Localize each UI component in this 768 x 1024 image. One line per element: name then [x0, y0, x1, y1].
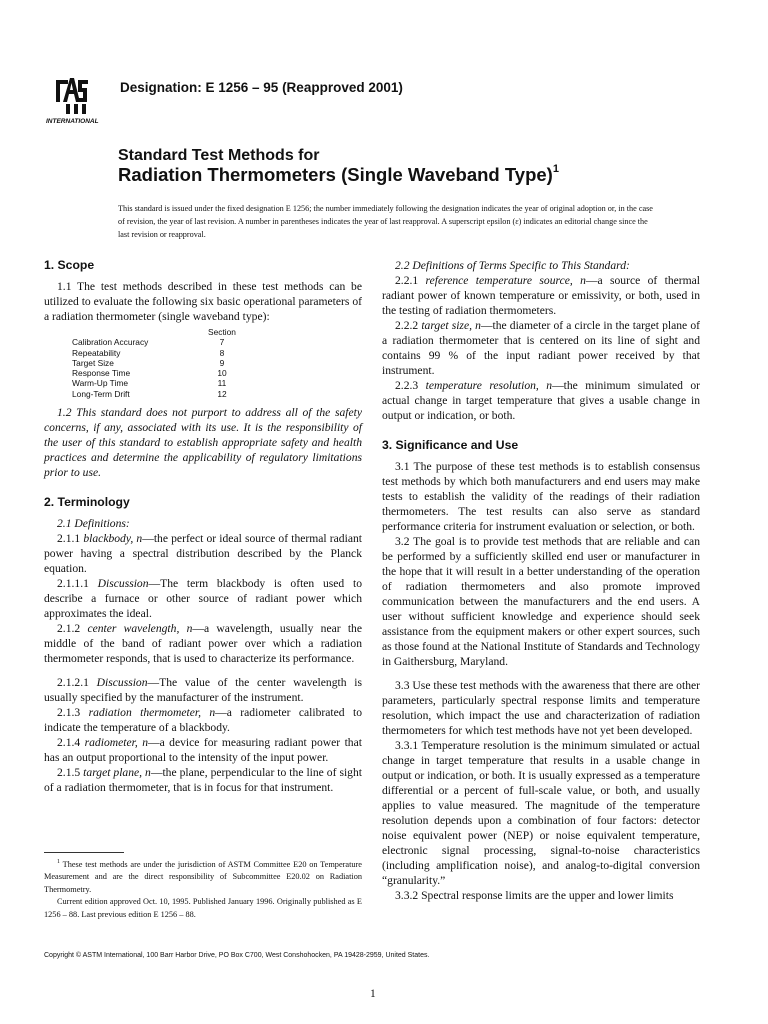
title-line-1: Standard Test Methods for: [118, 147, 320, 164]
para-3-3: 3.3 Use these test methods with the awareness that there are other parameters, particularly spectral response limits and temperature resolution, which impact the use and characterization of radiation thermometers for which test methods have not yet been developed.: [382, 679, 700, 737]
para-2-1-3: 2.1.3 radiation thermometer, n—a radiometer calibrated to indicate the temperature of a blackbody.: [44, 706, 363, 735]
scope-heading: 1. Scope: [44, 258, 95, 272]
left-column: [44, 258, 362, 795]
para-3-2: 3.2 The goal is to provide test methods that are reliable and can be performed by a sufficiently skilled end user or manufacturer in the hope that it will result in a better understanding of the operation of radiation thermometers and also promote improved communication between the manufacturers and the end users. A user without sufficient knowledge and experience should seek assistance from the equipment makers or other expert sources, such as those found at the National Institute of Standards and Technology in Gaithersburg, Maryland.: [382, 535, 700, 668]
designation: Designation: E 1256 – 95 (Reapproved 2001): [120, 80, 403, 95]
para-2-2-3: 2.2.3 temperature resolution, n—the minimum simulated or actual change in target temperature that gives a usable change in output or indication, or both.: [382, 379, 700, 422]
para-1-2: 1.2 This standard does not purport to address all of the safety concerns, if any, associated with its use. It is the responsibility of the user of this standard to establish appropriate safety and health practices and determine the applicability of regulatory limitations prior to use.: [44, 406, 362, 480]
para-3-1: 3.1 The purpose of these test methods is to establish consensus test methods by which both manufacturers and end users may make tests to establish the validity of the readings of their radiation thermometers. The test results can also serve as standard performance criteria for instrument evaluation or selection, or both.: [382, 460, 700, 533]
page-number: 1: [370, 988, 376, 1000]
para-2-2: 2.2 Definitions of Terms Specific to This Standard:: [395, 259, 630, 272]
footnote-1: $^1$ These test methods are under the jurisdiction of ASTM Committee E20 on Temperature Measurement and are the direct responsibility of Subcommittee E20.02 on Radiation Thermometry.: [44, 859, 362, 894]
title-line-2: [118, 164, 559, 186]
para-3-3-2: 3.3.2 Spectral response limits are the upper and lower limits: [395, 889, 674, 902]
para-2-2-2: 2.2.2 target size, n—the diameter of a circle in the target plane of a radiation thermometer that is centered on its line of sight and contains 99 % of the input radiant power received by that instrument.: [382, 319, 700, 377]
table-row: Response Time 10: [72, 368, 227, 379]
para-3-3-1: 3.3.1 Temperature resolution is the minimum simulated or actual change in target temperature that results in a usable change in output or indication, or both. It is usually expressed as a temperature differential or a percent of full-scale value, or both, and usually applies to value measured. The magnitude of the temperature resolution depends upon a combination of four factors: detector noise equivalent power (NEP) or noise equivalent temperature, electronic signal processing, signal-to-noise characteristics (including amplification noise), and analog-to-digital conversion “granularity.”: [382, 739, 700, 887]
footnote-2: Current edition approved Oct. 10, 1995. Published January 1996. Originally published as E 1256 – 88. Last previous edition E 1256 – 88.: [44, 897, 362, 919]
terminology-heading: 2. Terminology: [44, 495, 130, 510]
para-2-2-1: 2.2.1 reference temperature source, n—a source of thermal radiant power of known temperature or emissivity, or both, used in the testing of radiation thermometers.: [382, 274, 701, 317]
scope-table-header: Section: [208, 327, 236, 337]
title-footnote-mark: 1: [552, 162, 559, 175]
footnote: [44, 856, 362, 921]
table-row: Calibration Accuracy 7: [72, 337, 225, 348]
right-column: [382, 258, 700, 903]
table-row: Repeatability 8: [72, 347, 225, 358]
para-2-1-2: 2.1.2 center wavelength, n—a wavelength, usually near the middle of the band of radiant power over which a radiation thermometer responds, that is used to characterize its performance.: [44, 622, 362, 666]
table-row: Warm-Up Time 11: [72, 378, 227, 389]
scope-table: [72, 327, 282, 399]
table-row: Target Size 9: [72, 357, 225, 368]
para-2-1-2-1: 2.1.2.1 Discussion—The value of the center wavelength is usually specified by the manufacturer of the instrument.: [44, 676, 362, 705]
issued-note: This standard is issued under the fixed designation E 1256; the number immediately following the designation indicates the year of original adoption or, in the case of revision, the year of last revision. A number in parentheses indicates the year of last reapproval. A superscript epsilon (ε) indicates an editorial change since the last revision or reapproval.: [118, 204, 653, 239]
para-2-1-4: 2.1.4 radiometer, n—a device for measuring radiant power that has an output proportional to the intensity of the input power.: [44, 736, 362, 765]
title-text: Radiation Thermometers (Single Waveband Type): [118, 164, 553, 185]
para-2-1-1: 2.1.1 blackbody, n—the perfect or ideal source of thermal radiant power having a spectral distribution described by the Planck equation.: [44, 532, 362, 576]
copyright: Copyright © ASTM International, 100 Barr Harbor Drive, PO Box C700, West Conshohocken, PA 19428-2959, United States.: [44, 952, 430, 959]
table-row: Long-Term Drift 12: [72, 388, 227, 399]
astm-logo-icon: [44, 72, 114, 128]
para-2-1: 2.1 Definitions:: [57, 517, 130, 531]
footnote-rule: [44, 852, 124, 853]
astm-logo: [44, 72, 114, 128]
para-2-1-5: 2.1.5 target plane, n—the plane, perpendicular to the line of sight of a radiation thermometer, that is in focus for that instrument.: [44, 766, 362, 795]
significance-heading: 3. Significance and Use: [382, 438, 519, 452]
para-2-1-1-1: 2.1.1.1 Discussion—The term blackbody is often used to describe a furnace or other source of radiant power which approximates the ideal.: [44, 577, 362, 621]
para-1-1: 1.1 The test methods described in these test methods can be utilized to evaluate the following six basic operational parameters of a radiation thermometer (single waveband type):: [44, 280, 362, 323]
svg-text:INTERNATIONAL: INTERNATIONAL: [46, 118, 99, 125]
